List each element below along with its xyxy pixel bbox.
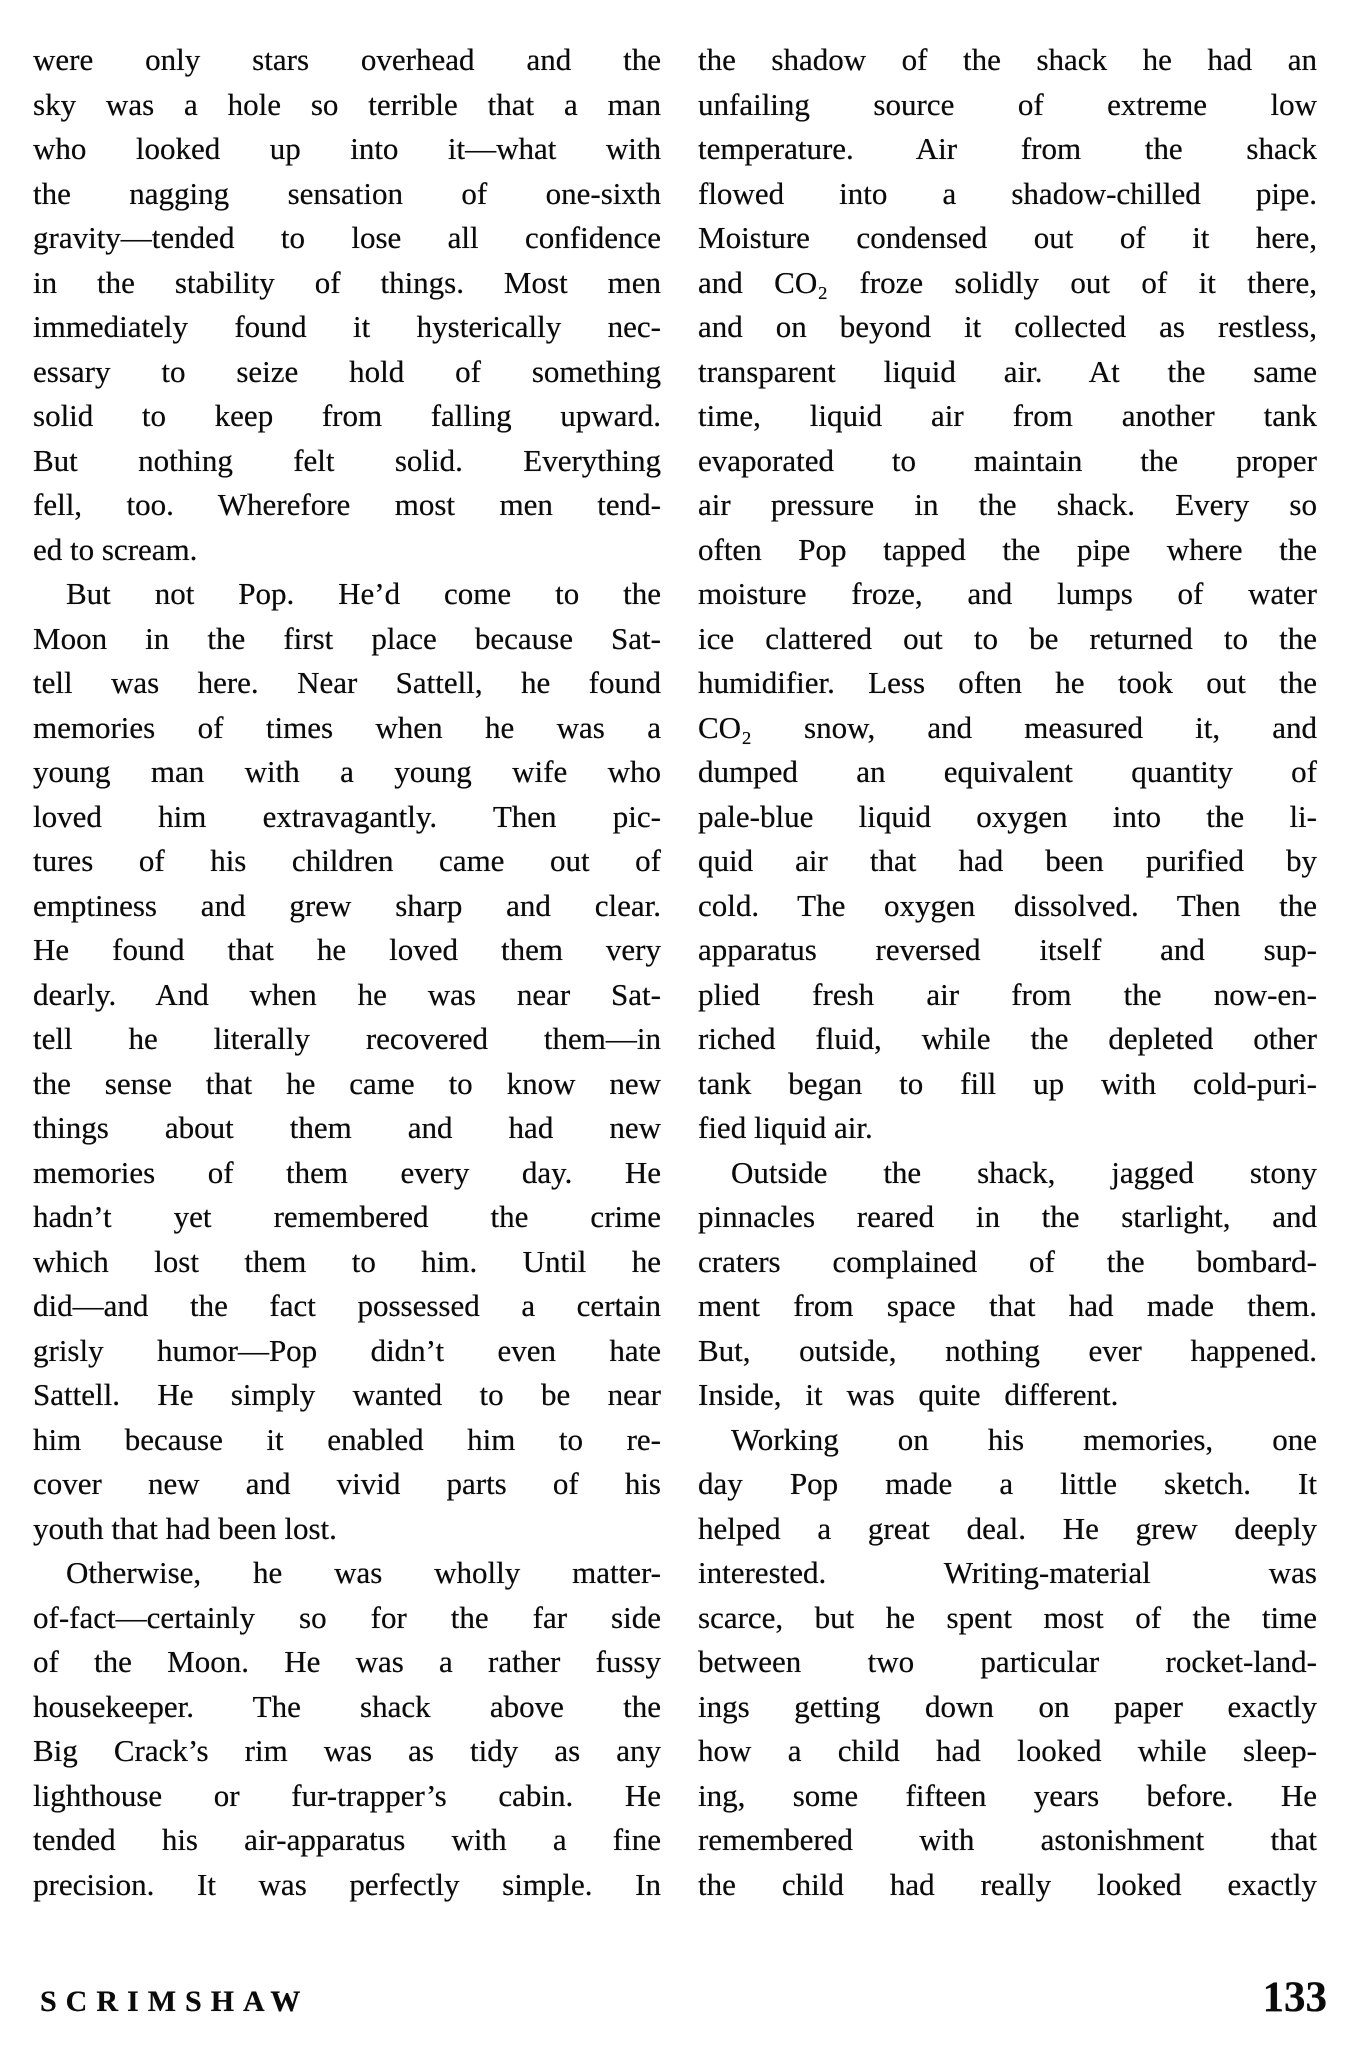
text-line: pale-blue liquid oxygen into the li-: [698, 798, 1317, 834]
column-right: [698, 38, 1317, 1907]
text-line: transparent liquid air. At the same: [698, 353, 1317, 389]
text-line: housekeeper. The shack above the: [33, 1688, 661, 1724]
text-line: of-fact—certainly so for the far side: [33, 1599, 661, 1635]
text-line: immediately found it hysterically nec-: [33, 309, 661, 344]
text-line: solid to keep from falling upward.: [33, 398, 661, 433]
column-left: [33, 38, 661, 1907]
text-line: riched fluid, while the depleted other: [698, 1021, 1317, 1056]
text-line: youth that had been lost.: [33, 1510, 337, 1546]
text-line: Moon in the first place because Sat-: [33, 620, 661, 656]
text-line: tank began to fill up with cold-puri-: [698, 1065, 1317, 1101]
text-line: ing, some fifteen years before. He: [698, 1777, 1317, 1813]
text-line: sky was a hole so terrible that a man: [33, 86, 661, 122]
text-line: air pressure in the shack. Every so: [698, 487, 1317, 522]
text-line: dumped an equivalent quantity of: [698, 754, 1317, 789]
text-line: young man with a young wife who: [33, 754, 661, 789]
text-line: in the stability of things. Most men: [33, 264, 661, 300]
text-line: temperature. Air from the shack: [698, 131, 1317, 166]
text-line: ice clattered out to be returned to the: [698, 620, 1317, 656]
text-line: the nagging sensation of one-sixth: [33, 175, 661, 211]
text-line: lighthouse or fur-trapper’s cabin. He: [33, 1777, 661, 1813]
text-line: essary to seize hold of something: [33, 353, 661, 389]
text-line: memories of them every day. He: [33, 1154, 661, 1190]
text-line: cover new and vivid parts of his: [33, 1466, 661, 1501]
text-line: plied fresh air from the now-en-: [698, 976, 1317, 1012]
text-line: emptiness and grew sharp and clear.: [33, 887, 661, 923]
text-line: dearly. And when he was near Sat-: [33, 976, 661, 1012]
text-line: him because it enabled him to re-: [33, 1421, 661, 1457]
text-line: the sense that he came to know new: [33, 1065, 661, 1101]
text-line: Working on his memories, one: [731, 1421, 1317, 1457]
text-line: flowed into a shadow-chilled pipe.: [698, 175, 1317, 211]
text-line: things about them and had new: [33, 1110, 661, 1145]
text-line: ings getting down on paper exactly: [698, 1688, 1317, 1724]
running-title: SCRIMSHAW: [40, 1985, 310, 2018]
text-line: did—and the fact possessed a certain: [33, 1288, 661, 1323]
text-line: how a child had looked while sleep-: [698, 1733, 1317, 1768]
text-line: of the Moon. He was a rather fussy: [33, 1644, 661, 1679]
text-line: craters complained of the bombard-: [698, 1243, 1317, 1279]
text-line: helped a great deal. He grew deeply: [698, 1510, 1317, 1546]
text-line: interested. Writing-material was: [698, 1555, 1317, 1590]
text-line: Inside, it was quite different.: [698, 1377, 1119, 1412]
text-line: tell he literally recovered them—in: [33, 1021, 661, 1056]
text-line: hadn’t yet remembered the crime: [33, 1199, 661, 1234]
text-line: and CO₂ froze solidly out of it there,: [698, 264, 1317, 300]
page-number: 133: [1262, 1974, 1327, 2021]
text-line: scarce, but he spent most of the time: [698, 1599, 1317, 1635]
text-line: day Pop made a little sketch. It: [698, 1466, 1317, 1501]
text-line: the shadow of the shack he had an: [698, 42, 1317, 77]
text-line: apparatus reversed itself and sup-: [698, 932, 1317, 967]
text-line: But not Pop. He’d come to the: [66, 576, 661, 611]
text-line: remembered with astonishment that: [698, 1822, 1317, 1857]
text-line: memories of times when he was a: [33, 709, 661, 745]
text-line: the child had really looked exactly: [698, 1866, 1317, 1902]
text-line: humidifier. Less often he took out the: [698, 665, 1317, 700]
text-line: often Pop tapped the pipe where the: [698, 531, 1317, 567]
text-line: evaporated to maintain the proper: [698, 442, 1317, 478]
text-line: and on beyond it collected as restless,: [698, 309, 1317, 344]
text-line: Sattell. He simply wanted to be near: [33, 1377, 661, 1412]
text-line: between two particular rocket-land-: [698, 1644, 1317, 1679]
text-line: But, outside, nothing ever happened.: [698, 1332, 1317, 1368]
text-line: pinnacles reared in the starlight, and: [698, 1199, 1317, 1234]
text-line: precision. It was perfectly simple. In: [33, 1866, 661, 1902]
text-line: Moisture condensed out of it here,: [698, 220, 1317, 255]
text-line: ed to scream.: [33, 531, 198, 567]
text-line: time, liquid air from another tank: [698, 398, 1317, 433]
text-line: Outside the shack, jagged stony: [731, 1154, 1317, 1190]
text-line: cold. The oxygen dissolved. Then the: [698, 887, 1317, 923]
text-line: tended his air-apparatus with a fine: [33, 1822, 661, 1857]
text-line: Otherwise, he was wholly matter-: [66, 1555, 661, 1590]
text-line: tures of his children came out of: [33, 843, 661, 878]
text-line: moisture froze, and lumps of water: [698, 576, 1317, 611]
text-line: quid air that had been purified by: [698, 843, 1317, 878]
text-line: tell was here. Near Sattell, he found: [33, 665, 661, 700]
text-line: fied liquid air.: [698, 1110, 873, 1145]
text-line: But nothing felt solid. Everything: [33, 442, 661, 478]
text-line: He found that he loved them very: [33, 932, 661, 967]
text-line: unfailing source of extreme low: [698, 86, 1317, 122]
text-line: ment from space that had made them.: [698, 1288, 1317, 1323]
text-line: who looked up into it—what with: [33, 131, 661, 166]
text-line: which lost them to him. Until he: [33, 1243, 661, 1279]
text-line: CO₂ snow, and measured it, and: [698, 709, 1317, 745]
text-line: grisly humor—Pop didn’t even hate: [33, 1332, 661, 1368]
text-line: fell, too. Wherefore most men tend-: [33, 487, 661, 522]
text-line: were only stars overhead and the: [33, 42, 661, 77]
text-line: loved him extravagantly. Then pic-: [33, 798, 661, 834]
text-line: gravity—tended to lose all confidence: [33, 220, 661, 255]
text-line: Big Crack’s rim was as tidy as any: [33, 1733, 661, 1768]
